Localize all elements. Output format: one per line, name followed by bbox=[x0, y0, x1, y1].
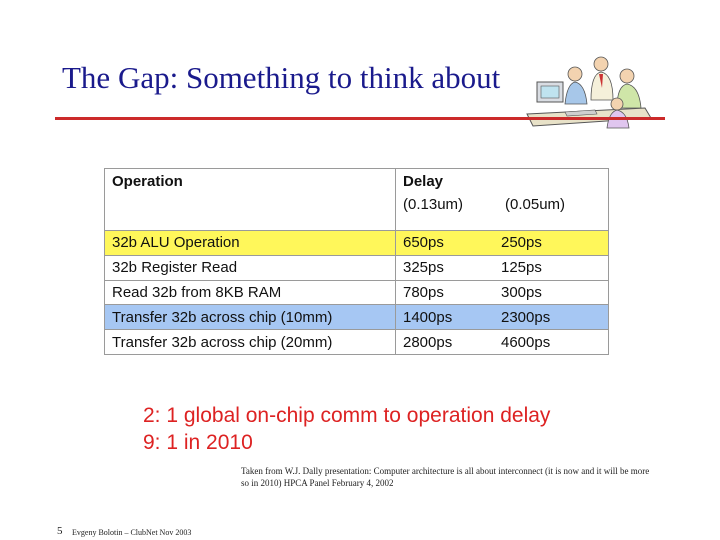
table-row bbox=[105, 231, 609, 256]
delay-005um: 2300ps bbox=[501, 308, 551, 326]
operation-cell: Transfer 32b across chip (20mm) bbox=[105, 330, 396, 355]
table-header-row bbox=[105, 169, 609, 231]
operation-cell: 32b Register Read bbox=[105, 255, 396, 280]
table-row bbox=[105, 330, 609, 355]
operation-cell: 32b ALU Operation bbox=[105, 231, 396, 256]
header-col-005um: (0.05um) bbox=[505, 196, 566, 213]
header-operation: Operation bbox=[112, 173, 183, 190]
takeaway-line-1: 2: 1 global on-chip comm to operation delay bbox=[143, 404, 551, 427]
delay-cell bbox=[396, 305, 609, 330]
delay-013um: 650ps bbox=[403, 234, 444, 252]
delay-cell bbox=[396, 330, 609, 355]
table-row bbox=[105, 255, 609, 280]
delay-005um: 4600ps bbox=[501, 333, 551, 351]
table-row bbox=[105, 280, 609, 305]
table-row bbox=[105, 305, 609, 330]
header-delay: Delay bbox=[403, 173, 444, 190]
delay-005um: 300ps bbox=[501, 283, 542, 301]
header-operation-cell bbox=[105, 169, 396, 231]
delay-013um: 780ps bbox=[403, 283, 444, 301]
footer-text: Evgeny Bolotin – ClubNet Nov 2003 bbox=[72, 528, 192, 537]
operation-cell: Read 32b from 8KB RAM bbox=[105, 280, 396, 305]
delay-005um: 125ps bbox=[501, 259, 542, 277]
delay-013um: 2800ps bbox=[403, 333, 453, 351]
slide-number: 5 bbox=[57, 525, 63, 537]
key-takeaway bbox=[143, 402, 550, 456]
delay-013um: 325ps bbox=[403, 259, 444, 277]
people-at-computer-icon bbox=[525, 52, 655, 132]
header-delay-cell bbox=[396, 169, 609, 231]
operation-cell: Transfer 32b across chip (10mm) bbox=[105, 305, 396, 330]
delay-005um: 250ps bbox=[501, 234, 542, 252]
title-underline bbox=[55, 117, 665, 120]
header-col-013um: (0.13um) bbox=[403, 196, 464, 213]
delay-table bbox=[104, 168, 609, 355]
delay-cell bbox=[396, 255, 609, 280]
takeaway-line-2: 9: 1 in 2010 bbox=[143, 431, 253, 454]
delay-cell bbox=[396, 280, 609, 305]
source-citation: Taken from W.J. Dally presentation: Computer architecture is all about interconnect (it is now and it will be more so in 2010) HPCA Panel February 4, 2002 bbox=[241, 466, 650, 488]
delay-013um: 1400ps bbox=[403, 308, 453, 326]
slide-title: The Gap: Something to think about bbox=[62, 60, 501, 95]
delay-cell bbox=[396, 231, 609, 256]
